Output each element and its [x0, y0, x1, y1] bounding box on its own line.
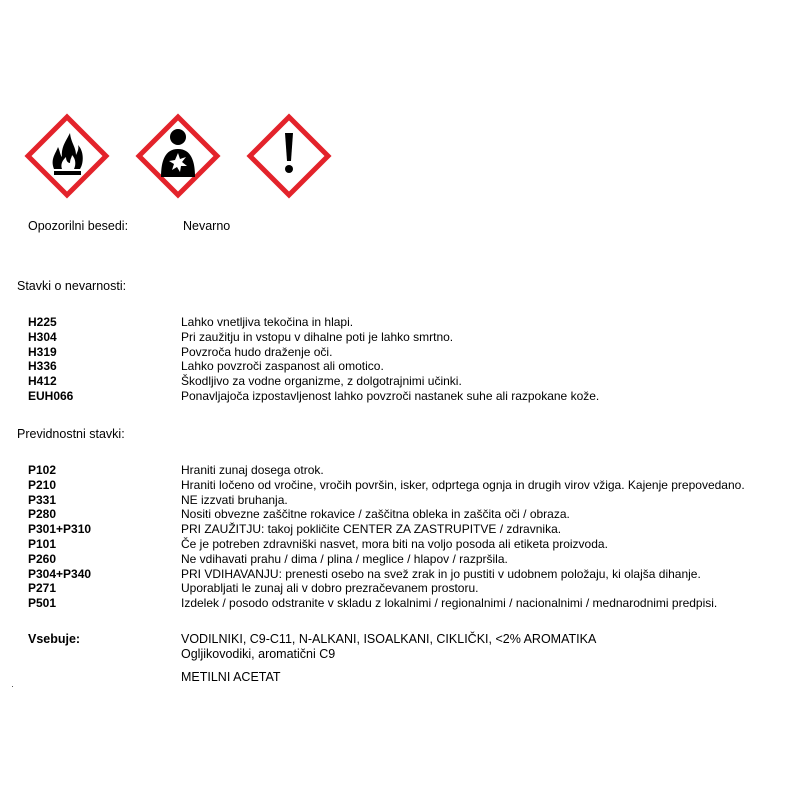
stray-mark	[12, 686, 13, 687]
list-item	[28, 507, 570, 522]
statement-text: PRI VDIHAVANJU: prenesti osebo na svež zrak in jo pustiti v udobnem položaju, ki olajša dihanje.	[181, 566, 701, 581]
statement-text: Ne vdihavati prahu / dima / plina / meglice / hlapov / razpršila.	[181, 551, 508, 566]
list-item	[28, 477, 745, 493]
statement-text: Škodljivo za vodne organizme, z dolgotrajnimi učinki.	[181, 374, 462, 389]
list-item	[28, 315, 354, 330]
hazard-statements-list	[28, 315, 600, 404]
contains-list	[181, 632, 596, 685]
hazard-statements-title: Stavki o nevarnosti:	[17, 279, 127, 293]
list-item	[28, 359, 384, 374]
statement-code: H336	[28, 359, 57, 374]
statement-text: Pri zaužitju in vstopu v dihalne poti je lahko smrtno.	[181, 329, 454, 344]
statement-code: P102	[28, 463, 57, 477]
precautionary-statements-title: Previdnostni stavki:	[17, 427, 125, 441]
statement-code: P301+P310	[28, 522, 92, 537]
list-item	[28, 388, 600, 404]
statement-code: P101	[28, 536, 57, 551]
list-item	[28, 536, 608, 552]
list-item	[28, 566, 701, 582]
statement-text: NE izzvati bruhanja.	[181, 492, 288, 507]
precautionary-statements-list	[28, 463, 745, 611]
flame-icon	[24, 113, 136, 199]
statement-text: PRI ZAUŽITJU: takoj pokličite CENTER ZA ZASTRUPITVE / zdravnika.	[181, 522, 562, 537]
statement-code: H412	[28, 374, 57, 389]
statement-code: H225	[28, 315, 57, 329]
statement-code: P501	[28, 596, 57, 611]
statement-text: Povzroča hudo draženje oči.	[181, 344, 333, 359]
list-item	[28, 596, 718, 611]
health-hazard-icon	[135, 113, 247, 199]
list-item	[28, 463, 324, 478]
statement-text: Hraniti zunaj dosega otrok.	[181, 463, 324, 477]
list-item	[28, 329, 454, 345]
statement-code: H304	[28, 329, 57, 344]
statement-text: Izdelek / posodo odstranite v skladu z lokalnimi / regionalnimi / nacionalnimi / mednarodnimi predpisi.	[181, 596, 718, 611]
statement-text: Ponavljajoča izpostavljenost lahko povzroči nastanek suhe ali razpokane kože.	[181, 388, 600, 403]
signal-word-label: Opozorilni besedi:	[28, 219, 129, 233]
statement-text: Hraniti ločeno od vročine, vročih površin, isker, odprtega ognja in drugih virov vžiga. Kajenje prepovedano.	[181, 477, 745, 492]
list-item	[28, 374, 462, 389]
list-item	[28, 492, 288, 508]
pictogram-flammable	[24, 113, 136, 199]
statement-code: P271	[28, 581, 57, 596]
statement-code: P260	[28, 551, 57, 566]
list-item	[28, 344, 333, 360]
statement-text: Lahko povzroči zaspanost ali omotico.	[181, 359, 384, 374]
exclamation-icon	[246, 113, 358, 199]
statement-text: Nositi obvezne zaščitne rokavice / zaščitna obleka in zaščita oči / obraza.	[181, 507, 570, 522]
list-item: METILNI ACETAT	[181, 670, 281, 684]
pictogram-irritant	[246, 113, 358, 199]
statement-code: H319	[28, 344, 57, 359]
statement-code: P331	[28, 492, 57, 507]
statement-code: EUH066	[28, 388, 74, 403]
list-item: VODILNIKI, C9-C11, N-ALKANI, ISOALKANI, CIKLIČKI, <2% AROMATIKA	[181, 632, 597, 646]
contains-label: Vsebuje:	[28, 632, 81, 646]
statement-code: P304+P340	[28, 566, 92, 581]
list-item	[28, 551, 508, 567]
statement-code: P280	[28, 507, 57, 522]
pictogram-health-hazard	[135, 113, 247, 199]
signal-word-value: Nevarno	[183, 219, 231, 233]
statement-text: Če je potreben zdravniški nasvet, mora biti na voljo posoda ali etiketa proizvoda.	[181, 536, 608, 551]
list-item	[28, 522, 562, 537]
statement-text: Lahko vnetljiva tekočina in hlapi.	[181, 315, 354, 329]
statement-code: P210	[28, 477, 57, 492]
list-item	[28, 581, 479, 596]
statement-text: Uporabljati le zunaj ali v dobro prezračevanem prostoru.	[181, 581, 479, 596]
list-item: Ogljikovodiki, aromatični C9	[181, 647, 336, 661]
